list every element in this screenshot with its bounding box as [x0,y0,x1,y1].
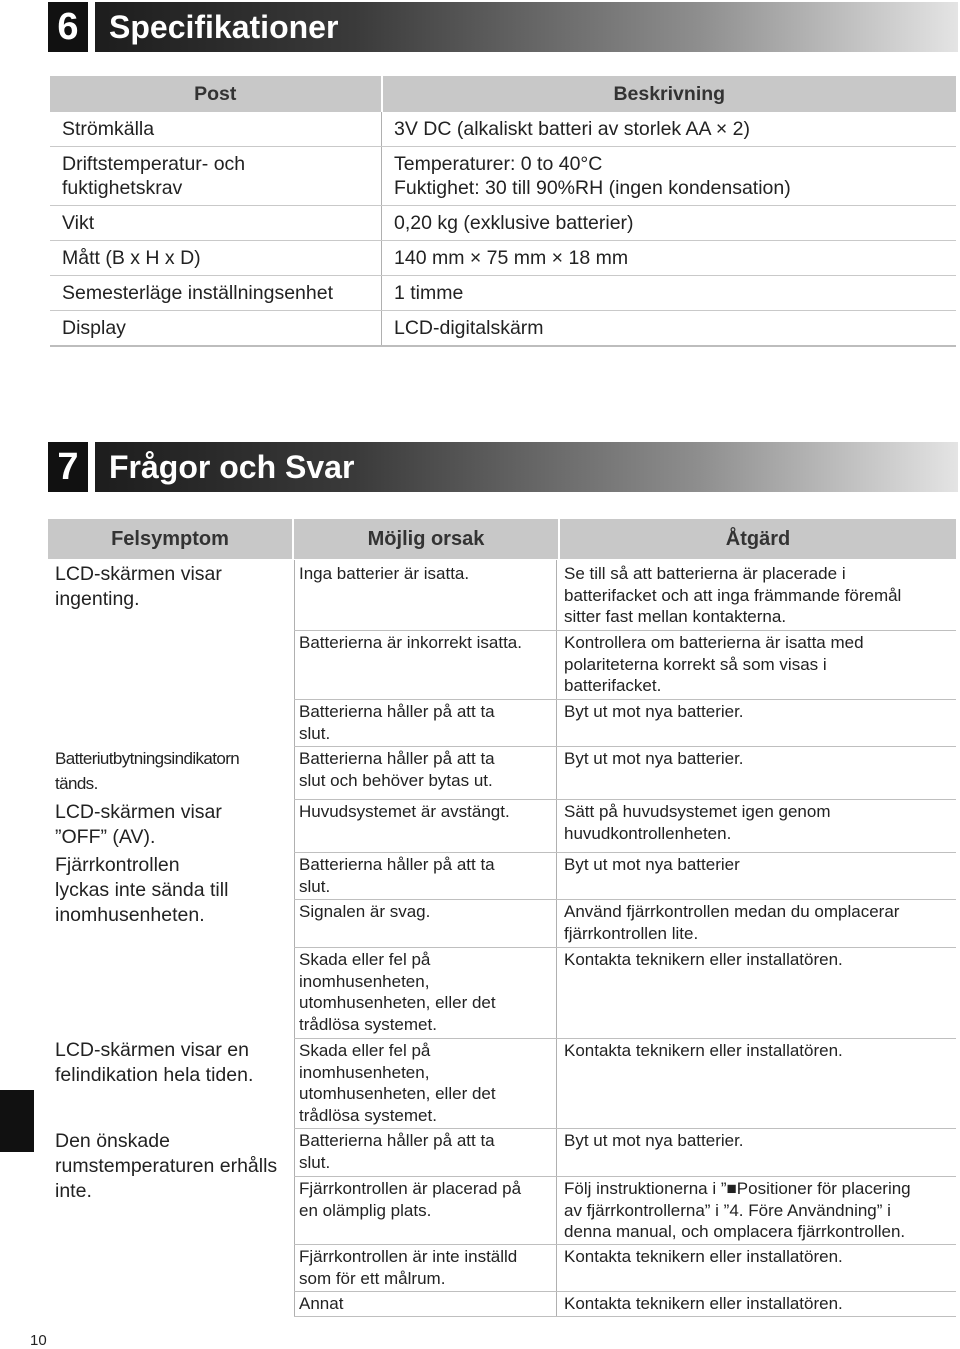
divider [556,560,557,1317]
section-title: Frågor och Svar [95,442,958,492]
action-cell: Se till så att batterierna är placerade i batterifacket och att inga främmande föremål sitter fast mellan kontakterna. [564,564,902,626]
cause-cell: Fjärrkontrollen är inte inställd som för ett målrum. [299,1247,518,1288]
spec-post: Vikt [50,206,382,241]
col-header-symptom: Felsymptom [48,519,294,559]
action-cell: Byt ut mot nya batterier. [564,702,744,721]
cause-cell: Batterierna håller på att ta slut och behöver bytas ut. [299,749,495,790]
spec-desc: LCD-digitalskärm [382,311,957,347]
col-header-action: Åtgärd [725,527,791,550]
table-bottom-line [294,1316,956,1317]
symptom: LCD-skärmen visar en felindikation hela tiden. [55,1039,254,1086]
cause-cell: Batterierna håller på att ta slut. [299,1131,495,1172]
action-cell: Byt ut mot nya batterier. [564,1131,744,1150]
row-divider [294,1176,956,1177]
spec-desc: 140 mm × 75 mm × 18 mm [382,241,957,276]
row-divider [294,899,956,900]
cause-cell: Batterierna håller på att ta slut. [299,702,495,743]
spec-post: Semesterläge inställningsenhet [50,276,382,311]
spec-table [50,76,956,347]
section-7-header [48,442,958,492]
section-title: Specifikationer [95,2,958,52]
action-cell: Kontrollera om batterierna är isatta med polariteterna korrekt så som visas i batterifacket. [564,633,864,695]
page-number: 10 [30,1332,47,1349]
spec-post: Display [50,311,382,347]
section-number: 6 [48,2,88,52]
spec-desc: Temperaturer: 0 to 40°C Fuktighet: 30 till 90%RH (ingen kondensation) [382,147,957,206]
action-cell: Kontakta teknikern eller installatören. [564,1041,843,1060]
spec-desc: 3V DC (alkaliskt batteri av storlek AA × 2) [382,112,957,147]
spec-desc: 1 timme [382,276,957,311]
spec-row [50,112,956,147]
col-header-post: Post [50,76,382,112]
symptom: Den önskade rumstemperaturen erhålls inte. [55,1130,278,1202]
row-divider [294,1244,956,1245]
symptom: Fjärrkontrollen lyckas inte sända till inomhusenheten. [55,854,229,926]
cause-cell: Fjärrkontrollen är placerad på en olämplig plats. [299,1179,522,1220]
col-header-cause: Möjlig orsak [294,519,560,559]
section-6-header [48,2,958,52]
spec-post: Mått (B x H x D) [50,241,382,276]
col-header-desc: Beskrivning [382,76,957,112]
spec-row [50,147,956,206]
spec-post: Driftstemperatur- och fuktighetskrav [50,147,382,206]
spec-body [50,112,956,346]
symptom: Batteriutbytningsindikatorn tänds. [55,749,240,793]
spec-row [50,206,956,241]
cause-cell: Signalen är svag. [299,902,431,921]
action-cell: Använd fjärrkontrollen medan du omplacerar fjärrkontrollen lite. [564,902,900,943]
divider [294,560,295,1317]
cause-cell: Huvudsystemet är avstängt. [299,802,510,821]
action-cell: Byt ut mot nya batterier. [564,749,744,768]
action-cell: Kontakta teknikern eller installatören. [564,950,843,969]
action-cell: Sätt på huvudsystemet igen genom huvudkontrollenheten. [564,802,831,843]
action-cell: Kontakta teknikern eller installatören. [564,1247,843,1266]
section-number: 7 [48,442,88,492]
faq-header [48,519,956,559]
cause-cell: Skada eller fel på inomhusenheten, utomhusenheten, eller det trådlösa systemet. [299,950,496,1034]
symptom: LCD-skärmen visar ”OFF” (AV). [55,801,222,848]
cause-cell: Batterierna är inkorrekt isatta. [299,633,522,652]
cause-cell: Inga batterier är isatta. [299,564,470,583]
side-tab-marker [0,1090,34,1152]
row-divider [294,799,956,800]
spec-desc: 0,20 kg (exklusive batterier) [382,206,957,241]
cause-cell: Annat [299,1294,344,1313]
action-cell: Följ instruktionerna i ”■Positioner för placering av fjärrkontrollerna” i ”4. Före Användning” i denna manual, och omplacera fjärrkontrollen. [564,1179,911,1241]
spec-row [50,311,956,347]
row-divider [294,1128,956,1129]
row-divider [294,852,956,853]
action-cell: Byt ut mot nya batterier [564,855,740,874]
row-divider [294,630,956,631]
spec-row [50,241,956,276]
symptom: LCD-skärmen visar ingenting. [55,563,222,610]
spec-post: Strömkälla [50,112,382,147]
row-divider [294,947,956,948]
cause-cell: Skada eller fel på inomhusenheten, utomhusenheten, eller det trådlösa systemet. [299,1041,496,1125]
spec-row [50,276,956,311]
action-cell: Kontakta teknikern eller installatören. [564,1294,843,1313]
row-divider [294,746,956,747]
row-divider [294,1291,956,1292]
cause-cell: Batterierna håller på att ta slut. [299,855,495,896]
row-divider [294,1038,956,1039]
row-divider [294,699,956,700]
